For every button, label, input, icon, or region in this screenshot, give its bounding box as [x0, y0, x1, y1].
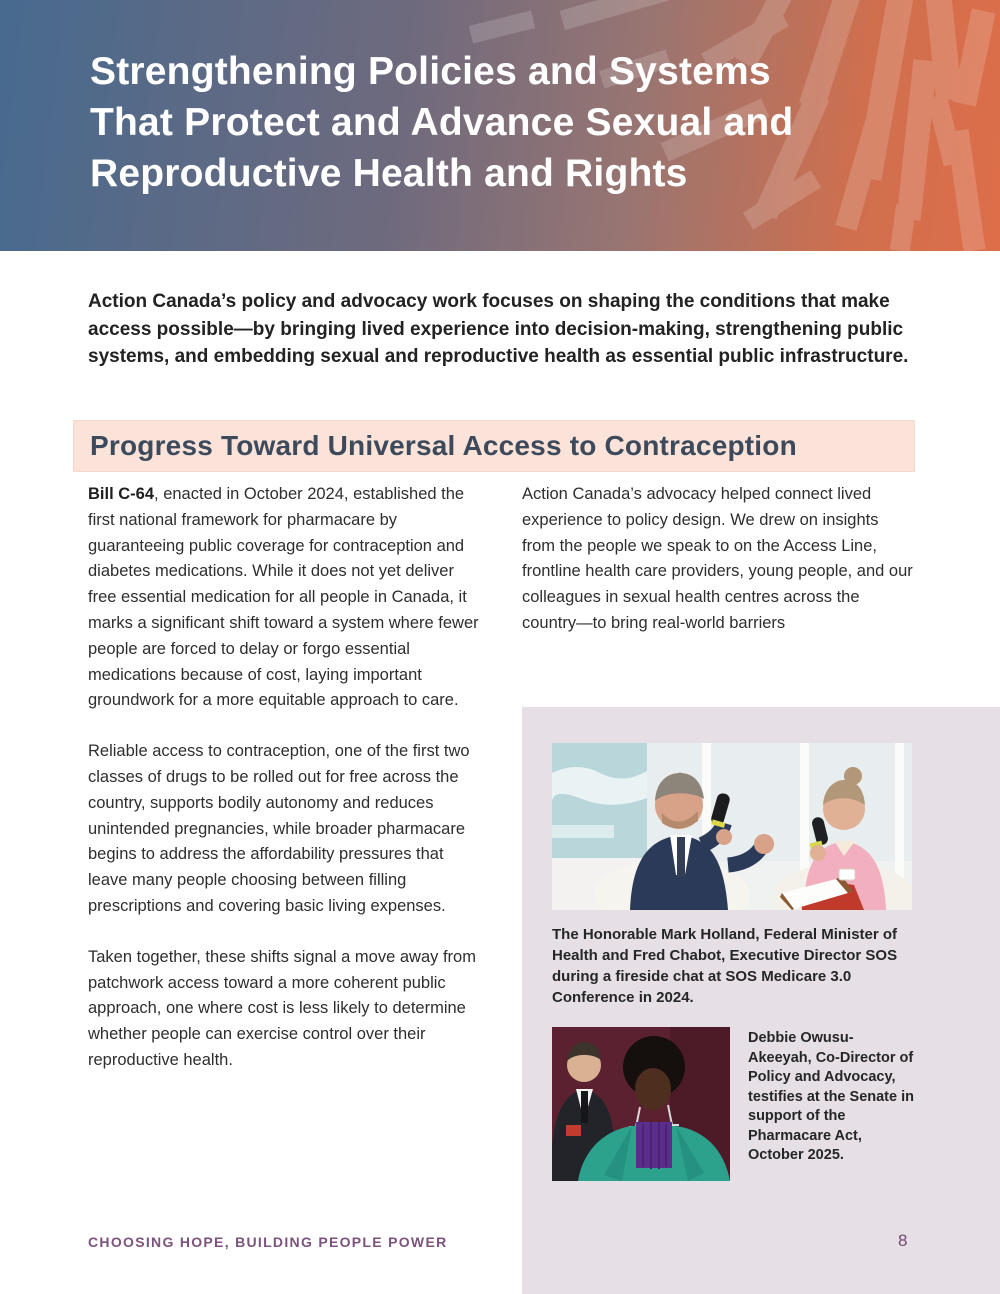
fireside-chat-caption: The Honorable Mark Holland, Federal Minister of Health and Fred Chabot, Executive Director SOS during a fireside chat at SOS Medicare 3.0 Conference in 2024. — [552, 926, 898, 1006]
senate-testimony-caption: Debbie Owusu-Akeeyah, Co-Director of Policy and Advocacy, testifies at the Senate in support of the Pharmacare Act, October 2025. — [748, 1030, 914, 1163]
body-paragraph-2: Reliable access to contraception, one of the first two classes of drugs to be rolled out for free across the country, supports bodily autonomy and reduces unintended pregnancies, while broader pharmacare begins to address the affordability pressures that leave many people choosing between filling prescriptions and covering basic living expenses. — [88, 742, 470, 915]
fireside-chat-photo — [552, 743, 912, 910]
body-paragraph-1-text: , enacted in October 2024, established the first national framework for pharmacare by guaranteeing public coverage for contraception and diabetes medications. While it does not yet deliver free essential medication for all people in Canada, it marks a significant shift toward a system where fewer people are forced to delay or forgo essential medications because of cost, laying important groundwork for a more equitable approach to care. — [88, 485, 479, 710]
body-paragraph-4: Action Canada’s advocacy helped connect lived experience to policy design. We drew on insights from the people we speak to on the Access Line, frontline health care providers, young people, and our colleagues in sexual health centres across the country—to bring real-world barriers — [522, 485, 913, 632]
body-paragraph-1 — [88, 482, 484, 714]
right-column — [522, 482, 914, 662]
bill-c64-lead: Bill C-64 — [88, 485, 155, 503]
fireside-chat-figure — [552, 743, 912, 1008]
senate-testimony-figure — [552, 1027, 730, 1181]
section-heading-bar — [73, 420, 915, 472]
page-title-line-2: That Protect and Advance Sexual and — [90, 101, 794, 144]
left-column — [88, 482, 484, 1099]
page-title-line-3: Reproductive Health and Rights — [90, 152, 688, 195]
section-heading: Progress Toward Universal Access to Contraception — [90, 430, 797, 461]
intro-paragraph: Action Canada’s policy and advocacy work focuses on shaping the conditions that make access possible—by bringing lived experience into decision-making, strengthening public systems, and embedding sexual and reproductive health as essential public infrastructure. — [88, 291, 909, 367]
page-number: 8 — [898, 1231, 908, 1250]
senate-testimony-photo — [552, 1027, 730, 1181]
body-paragraph-3: Taken together, these shifts signal a move away from patchwork access toward a more coherent public approach, one where cost is less likely to determine whether people can exercise control over their reproductive health. — [88, 947, 476, 1069]
footer-tagline: CHOOSING HOPE, BUILDING PEOPLE POWER — [88, 1234, 448, 1250]
photo-panel — [522, 707, 1000, 1294]
page-title — [90, 46, 793, 199]
page-title-line-1: Strengthening Policies and Systems — [90, 50, 771, 93]
header-banner — [0, 0, 1000, 251]
